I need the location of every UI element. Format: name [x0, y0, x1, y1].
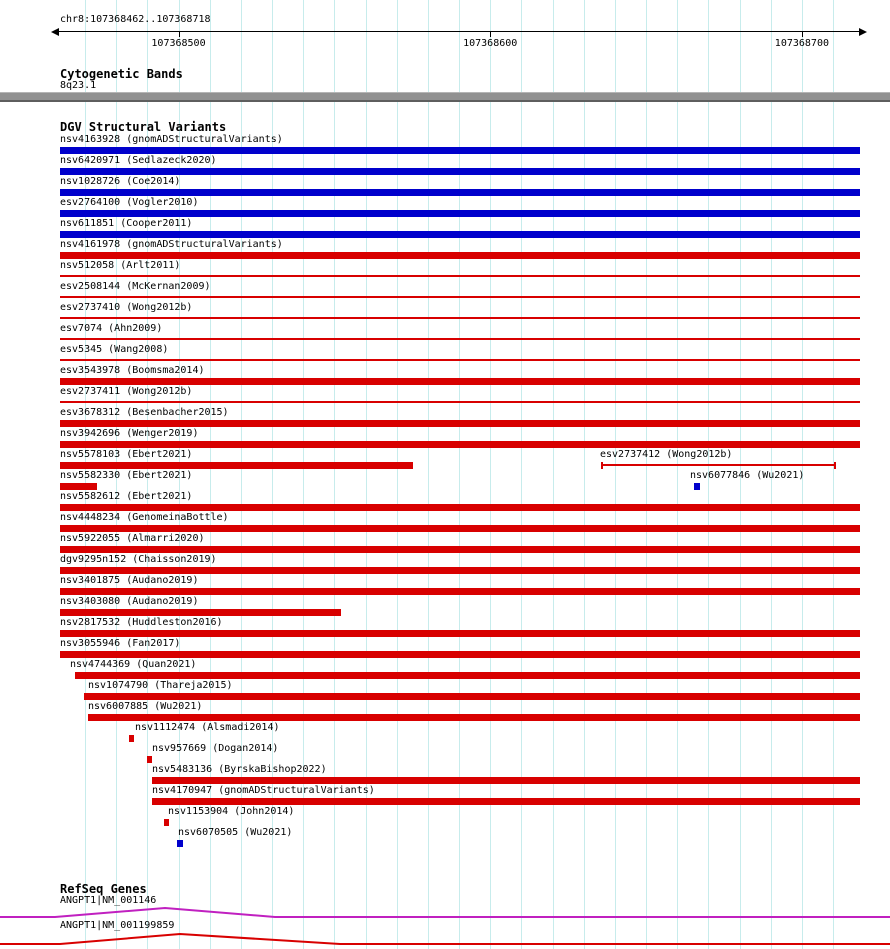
variant-bar[interactable] — [694, 483, 700, 490]
gridline — [490, 0, 491, 949]
variant-label[interactable]: nsv5582612 (Ebert2021) — [60, 491, 193, 502]
section-header-cytobands: Cytogenetic Bands — [60, 67, 183, 81]
variant-bar[interactable] — [60, 420, 860, 427]
variant-label[interactable]: nsv4163928 (gnomADStructuralVariants) — [60, 134, 283, 145]
variant-label[interactable]: nsv4161978 (gnomADStructuralVariants) — [60, 239, 283, 250]
gridline — [459, 0, 460, 949]
variant-bar[interactable] — [60, 275, 860, 277]
gene-label[interactable]: ANGPT1|NM_001146 — [60, 895, 157, 906]
variant-bar[interactable] — [60, 189, 860, 196]
gridline — [366, 0, 367, 949]
variant-bar[interactable] — [164, 819, 169, 826]
variant-label[interactable]: nsv6070505 (Wu2021) — [178, 827, 293, 838]
gene-glyph[interactable] — [0, 904, 890, 920]
variant-bar[interactable] — [60, 630, 860, 637]
variant-label[interactable]: nsv4448234 (GenomeinaBottle) — [60, 512, 229, 523]
variant-bar[interactable] — [60, 462, 413, 469]
region-title: chr8:107368462..107368718 — [60, 14, 211, 25]
variant-label[interactable]: esv7074 (Ahn2009) — [60, 323, 163, 334]
gridline — [521, 0, 522, 949]
variant-bar[interactable] — [152, 798, 860, 805]
variant-bar[interactable] — [84, 693, 860, 700]
variant-label[interactable]: esv2737411 (Wong2012b) — [60, 386, 193, 397]
variant-label[interactable]: esv2737410 (Wong2012b) — [60, 302, 193, 313]
variant-label[interactable]: nsv957669 (Dogan2014) — [152, 743, 279, 754]
variant-bar[interactable] — [60, 546, 860, 553]
gridline — [428, 0, 429, 949]
variant-bar[interactable] — [60, 504, 860, 511]
variant-bar[interactable] — [60, 441, 860, 448]
variant-bar[interactable] — [129, 735, 134, 742]
variant-label[interactable]: esv2508144 (McKernan2009) — [60, 281, 211, 292]
gridline — [303, 0, 304, 949]
variant-label[interactable]: esv3543978 (Boomsma2014) — [60, 365, 205, 376]
variant-label[interactable]: esv5345 (Wang2008) — [60, 344, 169, 355]
variant-label[interactable]: esv2764100 (Vogler2010) — [60, 197, 199, 208]
variant-bar[interactable] — [60, 317, 860, 319]
variant-bar[interactable] — [60, 168, 860, 175]
variant-bar[interactable] — [147, 756, 152, 763]
variant-bar[interactable] — [601, 462, 836, 469]
variant-bar[interactable] — [88, 714, 860, 721]
variant-bar[interactable] — [60, 567, 860, 574]
ruler-tick-label: 107368700 — [774, 38, 829, 49]
gridline — [553, 0, 554, 949]
ruler-tick-label: 107368500 — [151, 38, 206, 49]
gridline — [334, 0, 335, 949]
variant-bar[interactable] — [60, 651, 860, 658]
variant-label[interactable]: nsv5582330 (Ebert2021) — [60, 470, 193, 481]
variant-label[interactable]: esv2737412 (Wong2012b) — [600, 449, 733, 460]
ruler-tick — [490, 31, 491, 37]
variant-label[interactable]: nsv3401875 (Audano2019) — [60, 575, 199, 586]
section-header-refseq: RefSeq Genes — [60, 882, 147, 896]
cytoband-name: 8q23.1 — [60, 80, 97, 91]
variant-bar[interactable] — [60, 359, 860, 361]
ruler-tick — [179, 31, 180, 37]
variant-label[interactable]: nsv1112474 (Alsmadi2014) — [135, 722, 280, 733]
ruler-tick-label: 107368600 — [463, 38, 518, 49]
variant-label[interactable]: nsv512058 (Arlt2011) — [60, 260, 181, 271]
variant-label[interactable]: nsv4744369 (Quan2021) — [70, 659, 197, 670]
variant-bar[interactable] — [177, 840, 183, 847]
variant-bar[interactable] — [60, 378, 860, 385]
variant-label[interactable]: nsv3942696 (Wenger2019) — [60, 428, 199, 439]
variant-label[interactable]: nsv6007885 (Wu2021) — [88, 701, 203, 712]
variant-label[interactable]: nsv6420971 (Sedlazeck2020) — [60, 155, 217, 166]
variant-bar[interactable] — [60, 525, 860, 532]
ruler-tick — [802, 31, 803, 37]
variant-label[interactable]: esv3678312 (Besenbacher2015) — [60, 407, 229, 418]
gridline — [833, 0, 834, 949]
variant-bar[interactable] — [60, 296, 860, 298]
variant-label[interactable]: nsv5922055 (Almarri2020) — [60, 533, 205, 544]
variant-label[interactable]: nsv611851 (Cooper2011) — [60, 218, 193, 229]
gene-glyph[interactable] — [0, 930, 890, 949]
variant-bar[interactable] — [60, 252, 860, 259]
variant-bar[interactable] — [60, 147, 860, 154]
variant-bar[interactable] — [60, 231, 860, 238]
gridline — [397, 0, 398, 949]
variant-bar[interactable] — [60, 338, 860, 340]
variant-label[interactable]: nsv1074790 (Thareja2015) — [88, 680, 233, 691]
variant-bar[interactable] — [60, 210, 860, 217]
ruler-line — [56, 31, 862, 32]
variant-bar[interactable] — [60, 483, 97, 490]
variant-label[interactable]: nsv1028726 (Coe2014) — [60, 176, 181, 187]
variant-label[interactable]: nsv5483136 (ByrskaBishop2022) — [152, 764, 327, 775]
variant-label[interactable]: nsv6077846 (Wu2021) — [690, 470, 805, 481]
section-header-dgv: DGV Structural Variants — [60, 120, 227, 134]
variant-bar[interactable] — [60, 401, 860, 403]
variant-label[interactable]: nsv5578103 (Ebert2021) — [60, 449, 193, 460]
ruler-right-arrow-icon — [859, 28, 867, 36]
gridline — [584, 0, 585, 949]
gridline — [646, 0, 647, 949]
gridline — [677, 0, 678, 949]
variant-bar[interactable] — [60, 588, 860, 595]
cytoband-bar[interactable] — [0, 92, 890, 102]
variant-bar[interactable] — [75, 672, 860, 679]
variant-label[interactable]: dgv9295n152 (Chaisson2019) — [60, 554, 217, 565]
variant-label[interactable]: nsv3403080 (Audano2019) — [60, 596, 199, 607]
gene-label[interactable]: ANGPT1|NM_001199859 — [60, 920, 175, 931]
variant-label[interactable]: nsv2817532 (Huddleston2016) — [60, 617, 223, 628]
gridline — [615, 0, 616, 949]
variant-label[interactable]: nsv1153904 (John2014) — [168, 806, 295, 817]
variant-bar[interactable] — [60, 609, 341, 616]
variant-label[interactable]: nsv4170947 (gnomADStructuralVariants) — [152, 785, 375, 796]
variant-bar[interactable] — [152, 777, 860, 784]
variant-label[interactable]: nsv3055946 (Fan2017) — [60, 638, 181, 649]
ruler-left-arrow-icon — [51, 28, 59, 36]
